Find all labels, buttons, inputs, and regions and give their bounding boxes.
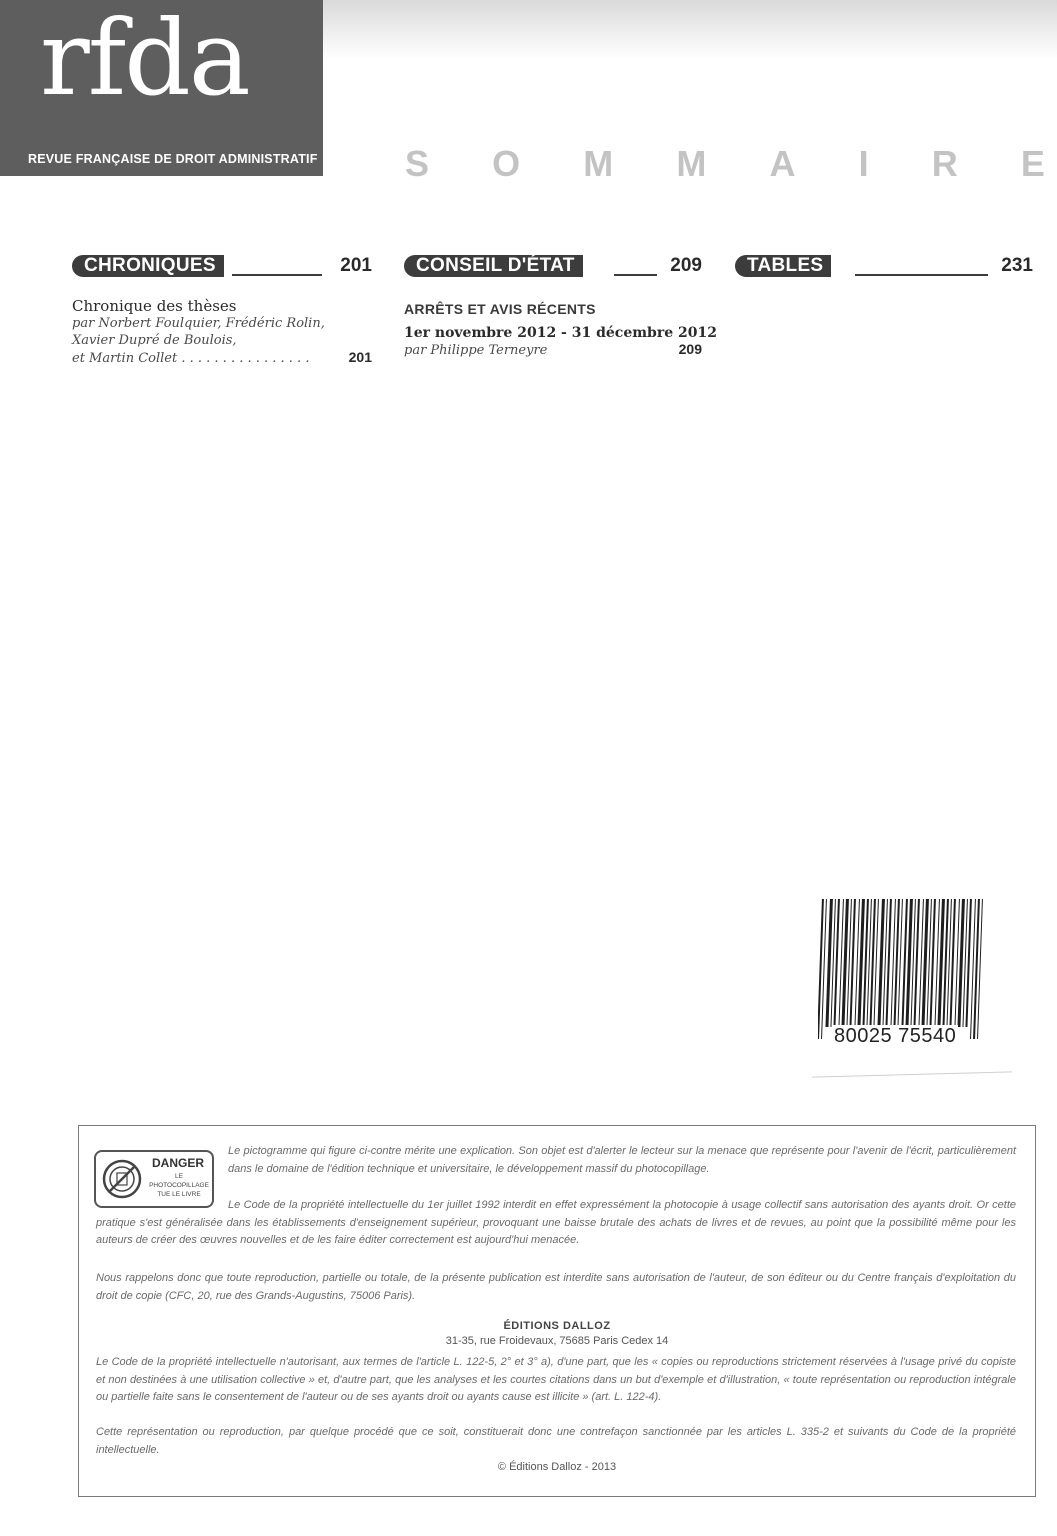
section-conseil-etat: [404, 255, 717, 359]
sommaire-letter: I: [858, 143, 869, 184]
publisher-address: 31-35, rue Froidevaux, 75685 Paris Cedex 14: [445, 1335, 669, 1347]
section-label: TABLES: [735, 255, 831, 277]
sommaire-title: [405, 143, 1045, 183]
divider: [812, 1071, 1012, 1077]
sommaire-letter: S: [405, 143, 430, 184]
photocopy-warning-icon: [100, 1157, 144, 1201]
section-tables: [735, 255, 1033, 279]
logo-subtitle: REVUE FRANÇAISE DE DROIT ADMINISTRATIF: [28, 152, 318, 166]
sommaire-letter: E: [1020, 143, 1045, 184]
legal-paragraph-1: Le pictogramme qui figure ci-contre mérite une explication. Son objet est d'alerter le lecteur sur la menace que représente pour l'avenir de l'écrit, particulièrement dans le domaine de l'édition technique et universitaire, le développement massif du photocopillage.: [228, 1145, 1016, 1175]
sommaire-letter: O: [492, 143, 521, 184]
entry-author-line: et Martin Collet . . . . . . . . . . . . . . . .: [72, 351, 310, 366]
copyright: © Éditions Dalloz - 2013: [497, 1461, 617, 1473]
top-shade: [323, 0, 1057, 60]
legal-paragraph-2: Le Code de la propriété intellectuelle du 1er juillet 1992 interdit en effet expressément la photocopie à usage collectif sans autorisation des ayants droit. Or cette pratique s'est généralisée dans les établissements d'enseignement supérieur, provoquant une baisse brutale des achats de livres et de revues, au point que la possibilité même pour les auteurs de créer des œuvres nouvelles et de les faire éditer correctement est aujourd'hui menacée.: [96, 1199, 1016, 1246]
danger-line: TUE LE LIVRE: [157, 1191, 201, 1198]
entry-row: [404, 341, 702, 359]
section-label: CHRONIQUES: [72, 255, 224, 277]
danger-subtitle: [146, 1172, 212, 1199]
legal-paragraph-5: Cette représentation ou reproduction, par quelque procédé que ce soit, constituerait donc une contrefaçon sanctionnée par les articles L. 335-2 et suivants du Code de la propriété intellectuelle.: [96, 1426, 1016, 1456]
section-chroniques: [72, 255, 372, 367]
entry-date-range: 1er novembre 2012 - 31 décembre 2012: [404, 325, 717, 341]
entry-author-line: par Norbert Foulquier, Frédéric Rolin,: [72, 316, 325, 331]
entry-title[interactable]: Chronique des thèses: [72, 297, 237, 315]
sommaire-letter: M: [676, 143, 707, 184]
entry-page: 209: [678, 341, 702, 357]
entry-author-text: et Martin Collet: [72, 351, 178, 366]
section-rule: [614, 274, 657, 276]
logo-block: [0, 0, 323, 176]
entry-row: [72, 349, 372, 367]
entry-author-line: par Philippe Terneyre: [404, 343, 548, 358]
sommaire-letter: A: [769, 143, 796, 184]
danger-line: PHOTOCOPILLAGE: [149, 1182, 209, 1189]
section-page: 209: [670, 255, 702, 276]
section-header: [72, 255, 372, 279]
section-header: [404, 255, 702, 279]
barcode: [818, 897, 990, 1047]
logo: rfda: [40, 0, 249, 119]
section-rule: [855, 274, 988, 276]
publisher-name: ÉDITIONS DALLOZ: [503, 1320, 611, 1332]
danger-title: DANGER: [152, 1156, 205, 1170]
section-label: CONSEIL D'ÉTAT: [404, 255, 583, 277]
danger-line: LE: [175, 1173, 183, 1180]
legal-paragraph-3: Nous rappelons donc que toute reproduction, partielle ou totale, de la présente publication est interdite sans autorisation de l'auteur, de son éditeur ou du Centre français d'exploitation du droit de copie (CFC, 20, rue des Grands-Augustins, 75006 Paris).: [96, 1272, 1016, 1302]
sommaire-letter: M: [583, 143, 614, 184]
section-page: 231: [1001, 255, 1033, 276]
section-rule: [232, 274, 322, 276]
entry-author-line: Xavier Dupré de Boulois,: [72, 333, 237, 348]
section-header: [735, 255, 1033, 279]
barcode-digits: 80025 75540: [834, 1025, 957, 1047]
legal-paragraph-4: Le Code de la propriété intellectuelle n'autorisant, aux termes de l'article L. 122-5, 2° et 3° a), d'une part, que les « copies ou reproductions strictement réservées à l'usage privé du copiste et non destinées à une utilisation collective » et, d'autre part, que les analyses et les courtes citations dans un but d'exemple et d'illustration, « toute représentation ou reproduction intégrale ou partielle faite sans le consentement de l'auteur ou de ses ayants droit ou ayants cause est illicite » (art. L. 122-4).: [96, 1356, 1016, 1403]
section-page: 201: [340, 255, 372, 276]
sommaire-letter: R: [931, 143, 958, 184]
entry-heading[interactable]: ARRÊTS ET AVIS RÉCENTS: [404, 301, 596, 317]
entry-page: 201: [348, 349, 372, 365]
